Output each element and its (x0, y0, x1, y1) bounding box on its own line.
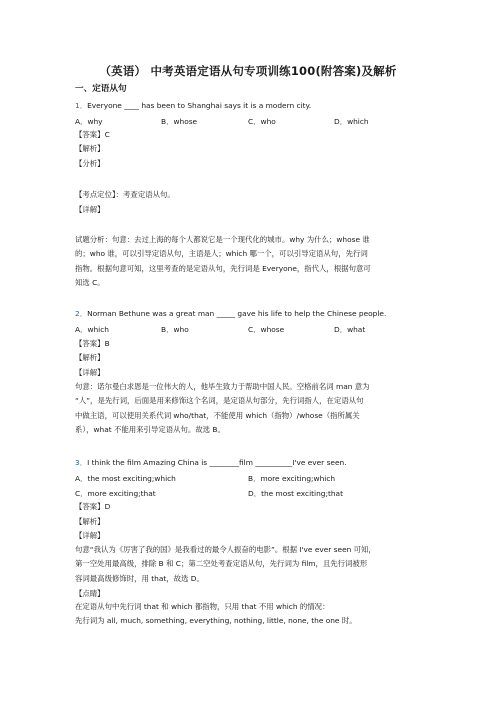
explanation-line: 的；who 谁，可以引导定语从句，主语是人；which 哪一个，可以引导定语从句，先行词 (75, 249, 368, 259)
fenxi-label: 【分析】 (75, 159, 105, 168)
note-label: 【点睛】 (75, 589, 105, 598)
question-number: 2． (75, 309, 88, 318)
question-number: 3． (75, 458, 88, 467)
note-line: 在定语从句中先行词 that 和 which 都指物，只用 that 不用 which 的情况： (75, 602, 330, 611)
explanation-line: 中做主语，可以使用关系代词 who/that，不能使用 which（指物）/whose（指所属关 (75, 410, 360, 420)
explanation-line: 试题分析：句意：去过上海的每个人都说它是一个现代化的城市。why 为什么；whose 谁 (75, 235, 370, 244)
detail-label: 【详解】 (75, 368, 105, 377)
analysis-label: 【解析】 (75, 517, 105, 526)
explanation-line: 句意“我认为《厉害了我的国》是我看过的最令人振奋的电影”。根据 I've ever seen 可知， (75, 545, 376, 554)
option-d: D．the most exciting;that (248, 489, 343, 498)
answer-label: 【答案】D (75, 502, 111, 511)
option-a: A．which (75, 325, 109, 334)
explanation-line: 知选 C。 (75, 278, 105, 288)
option-c: C．whose (248, 325, 285, 334)
option-a: A．the most exciting;which (75, 474, 176, 483)
option-b: B．whose (161, 117, 198, 126)
question-stem: Norman Bethune was a great man _____ gave his life to help the Chinese people. (87, 309, 387, 318)
question-3 (75, 458, 347, 467)
answer-label: 【答案】B (75, 339, 110, 348)
explanation-line: 系），what 不能用来引导定语从句。故选 B。 (75, 425, 225, 435)
kaodian-label: 【考点定位】：考查定语从句。 (75, 190, 175, 199)
option-b: B．more exciting;which (248, 474, 336, 483)
question-stem: I think the film Amazing China is ________film __________I've ever seen. (87, 458, 347, 467)
page-title: （英语） 中考英语定语从句专项训练100(附答案)及解析 (99, 64, 397, 78)
option-b: B．who (161, 325, 189, 334)
explanation-line: 容词最高级修饰时，用 that，故选 D。 (75, 573, 204, 583)
explanation-paragraph (75, 543, 431, 586)
option-d: D．what (334, 325, 366, 334)
option-a: A．why (75, 117, 103, 126)
question-1 (75, 101, 311, 110)
explanation-line: 指物。根据句意可知，这里考查的是定语从句，先行词是 Everyone，指代人，根据句意可 (75, 263, 371, 273)
question-number: 1． (75, 101, 88, 110)
explanation-line: 第一空处用最高级，排除 B 和 C；第二空处考查定语从句，先行词为 film，且先行词被形 (75, 559, 368, 569)
answer-label: 【答案】C (75, 130, 110, 139)
option-c: C．who (248, 117, 276, 126)
option-d: D．which (334, 117, 369, 126)
note-line: 先行词为 all, much, something, everything, nothing, little, none, the one 时。 (75, 616, 357, 626)
question-stem: Everyone ____ has been to Shanghai says it is a modern city. (87, 101, 312, 110)
detail-label: 【详解】 (75, 205, 105, 214)
explanation-paragraph (75, 380, 431, 438)
detail-label: 【详解】 (75, 531, 105, 540)
question-2 (75, 309, 386, 318)
note-paragraph (75, 600, 431, 629)
analysis-label: 【解析】 (75, 353, 105, 362)
section-heading: 一、定语从句 (75, 84, 127, 94)
explanation-paragraph (75, 233, 431, 291)
explanation-line: “人”，是先行词，后面是用来修饰这个名词，是定语从句部分，先行词指人，在定语从句 (75, 396, 364, 406)
explanation-line: 句意：诺尔曼白求恩是一位伟大的人，他毕生致力于帮助中国人民。空格前名词 man 意为 (75, 382, 370, 391)
analysis-label: 【解析】 (75, 144, 105, 153)
option-c: C．more exciting;that (75, 489, 156, 498)
